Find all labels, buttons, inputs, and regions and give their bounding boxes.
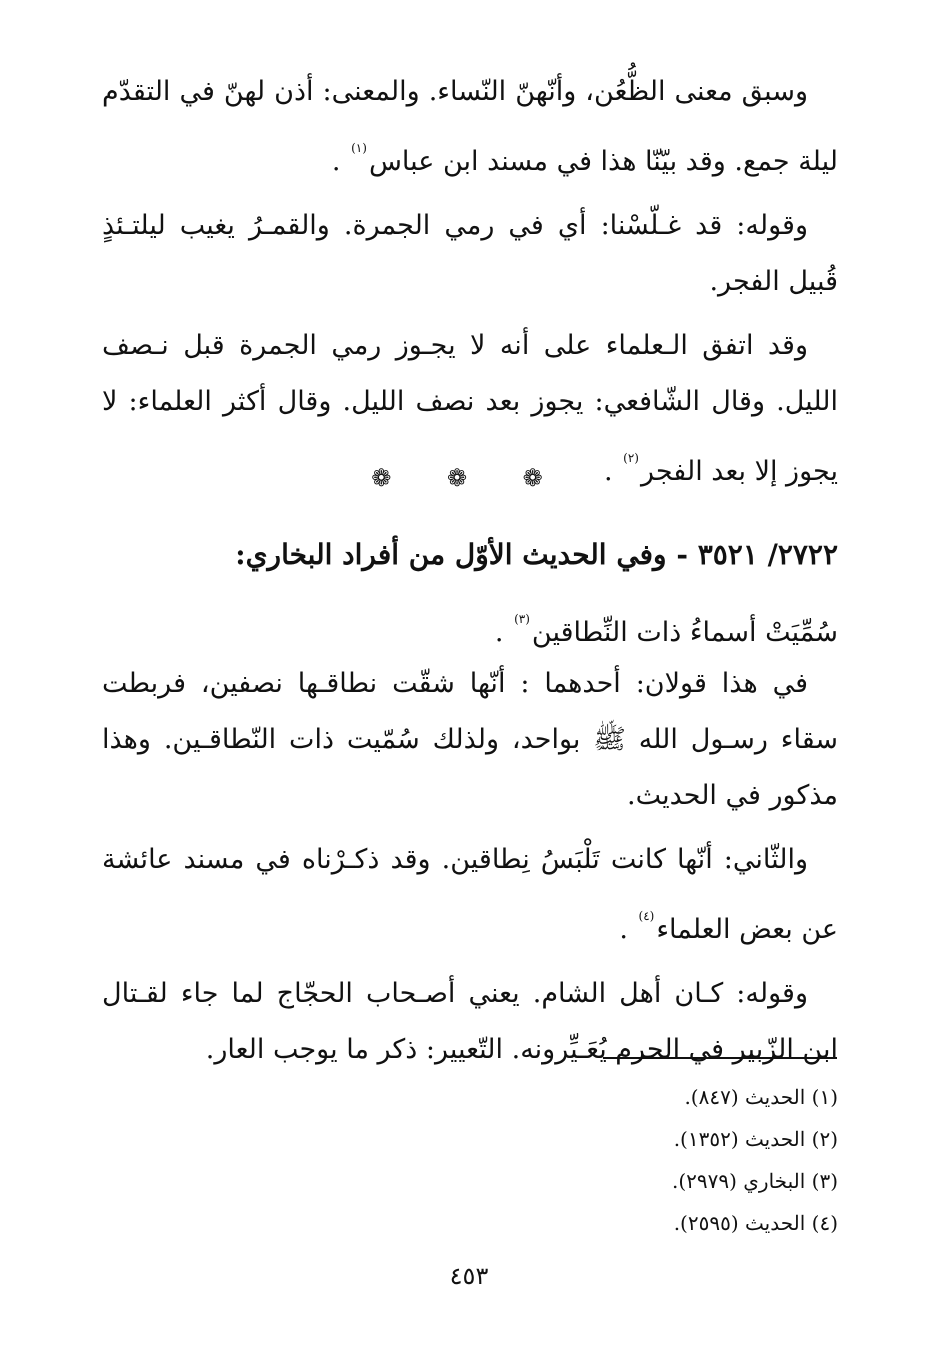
footnote-2: (٢) الحديث (١٣٥٢). — [673, 1127, 838, 1151]
footnote-3: (٣) البخاري (٢٩٧٩). — [671, 1169, 838, 1193]
footnote-1: (١) الحديث (٨٤٧). — [684, 1085, 838, 1109]
hadith-quote-text: سُمِّيَتْ أسماءُ ذات النِّطاقين — [531, 617, 838, 648]
hadith-quote — [102, 594, 838, 658]
footnote-4: (٤) الحديث (٢٥٩٥). — [673, 1211, 838, 1235]
body-section-top — [102, 64, 838, 500]
section-separator: ❁ ❁ ❁ — [371, 464, 567, 492]
paragraph-3-text: وقد اتفق الـعلماء على أنه لا يجـوز رمي الجمرة قبل نـصف الليل. وقال الشّافعي: يجوز بعد نصف الليل. وقال أكثر العلماء: لا يجوز إلا بعد الفجر — [102, 330, 838, 487]
paragraph-4-text: في هذا قولان: أحدهما : أنّها شقّت نطاقـها نصفين، فربطت سقاء رسـول الله ﷺ بواحد، ولذلك سُمّيت ذات النّطاقـين. وهذا مذكور في الحديث. — [102, 668, 838, 811]
paragraph-2-text: وقوله: قد غـلّسْنا: أي في رمي الجمرة. والقمـرُ يغيب ليلتـئذٍ قُبيل الفجر. — [102, 210, 838, 297]
footnote-ref-1: (١) — [351, 141, 367, 155]
footnote-ref-3: (٣) — [514, 612, 530, 626]
paragraph-6-text: وقوله: كـان أهل الشام. يعني أصـحاب الحجّاج لما جاء لقـتال ابن الزّبير في الحرم يُعَـيِّرونه. التّعيير: ذكر ما يوجب العار. — [102, 978, 838, 1065]
footnote-ref-2: (٢) — [623, 451, 639, 465]
paragraph-5 — [102, 832, 838, 958]
footnotes — [500, 1076, 838, 1244]
paragraph-2 — [102, 198, 838, 310]
hadith-heading: ٢٧٢٢/ ٣٥٢١ - وفي الحديث الأوّل من أفراد البخاري: — [235, 538, 838, 571]
paragraph-5-end: . — [619, 914, 628, 945]
paragraph-3-end: . — [603, 456, 613, 487]
page-number: ٤٥٣ — [449, 1262, 489, 1290]
footnote-ref-4: (٤) — [638, 909, 655, 923]
paragraph-1-end: . — [331, 146, 341, 177]
paragraph-4 — [102, 656, 838, 824]
paragraph-1 — [102, 64, 838, 190]
body-section-bottom — [102, 656, 838, 1078]
paragraph-5-text: والثّاني: أنّها كانت تَلْبَسُ نِطاقين. وقد ذكـرْناه في مسند عائشة عن بعض العلماء — [102, 844, 838, 945]
footnote-divider — [603, 1057, 837, 1059]
paragraph-1-text: وسبق معنى الظُّعُن، وأنّهنّ النّساء. والمعنى: أذن لهنّ في التقدّم ليلة جمع. وقد بيّنّا هذا في مسند ابن عباس — [102, 76, 838, 177]
paragraph-6 — [102, 966, 838, 1078]
hadith-quote-end: . — [494, 617, 504, 648]
